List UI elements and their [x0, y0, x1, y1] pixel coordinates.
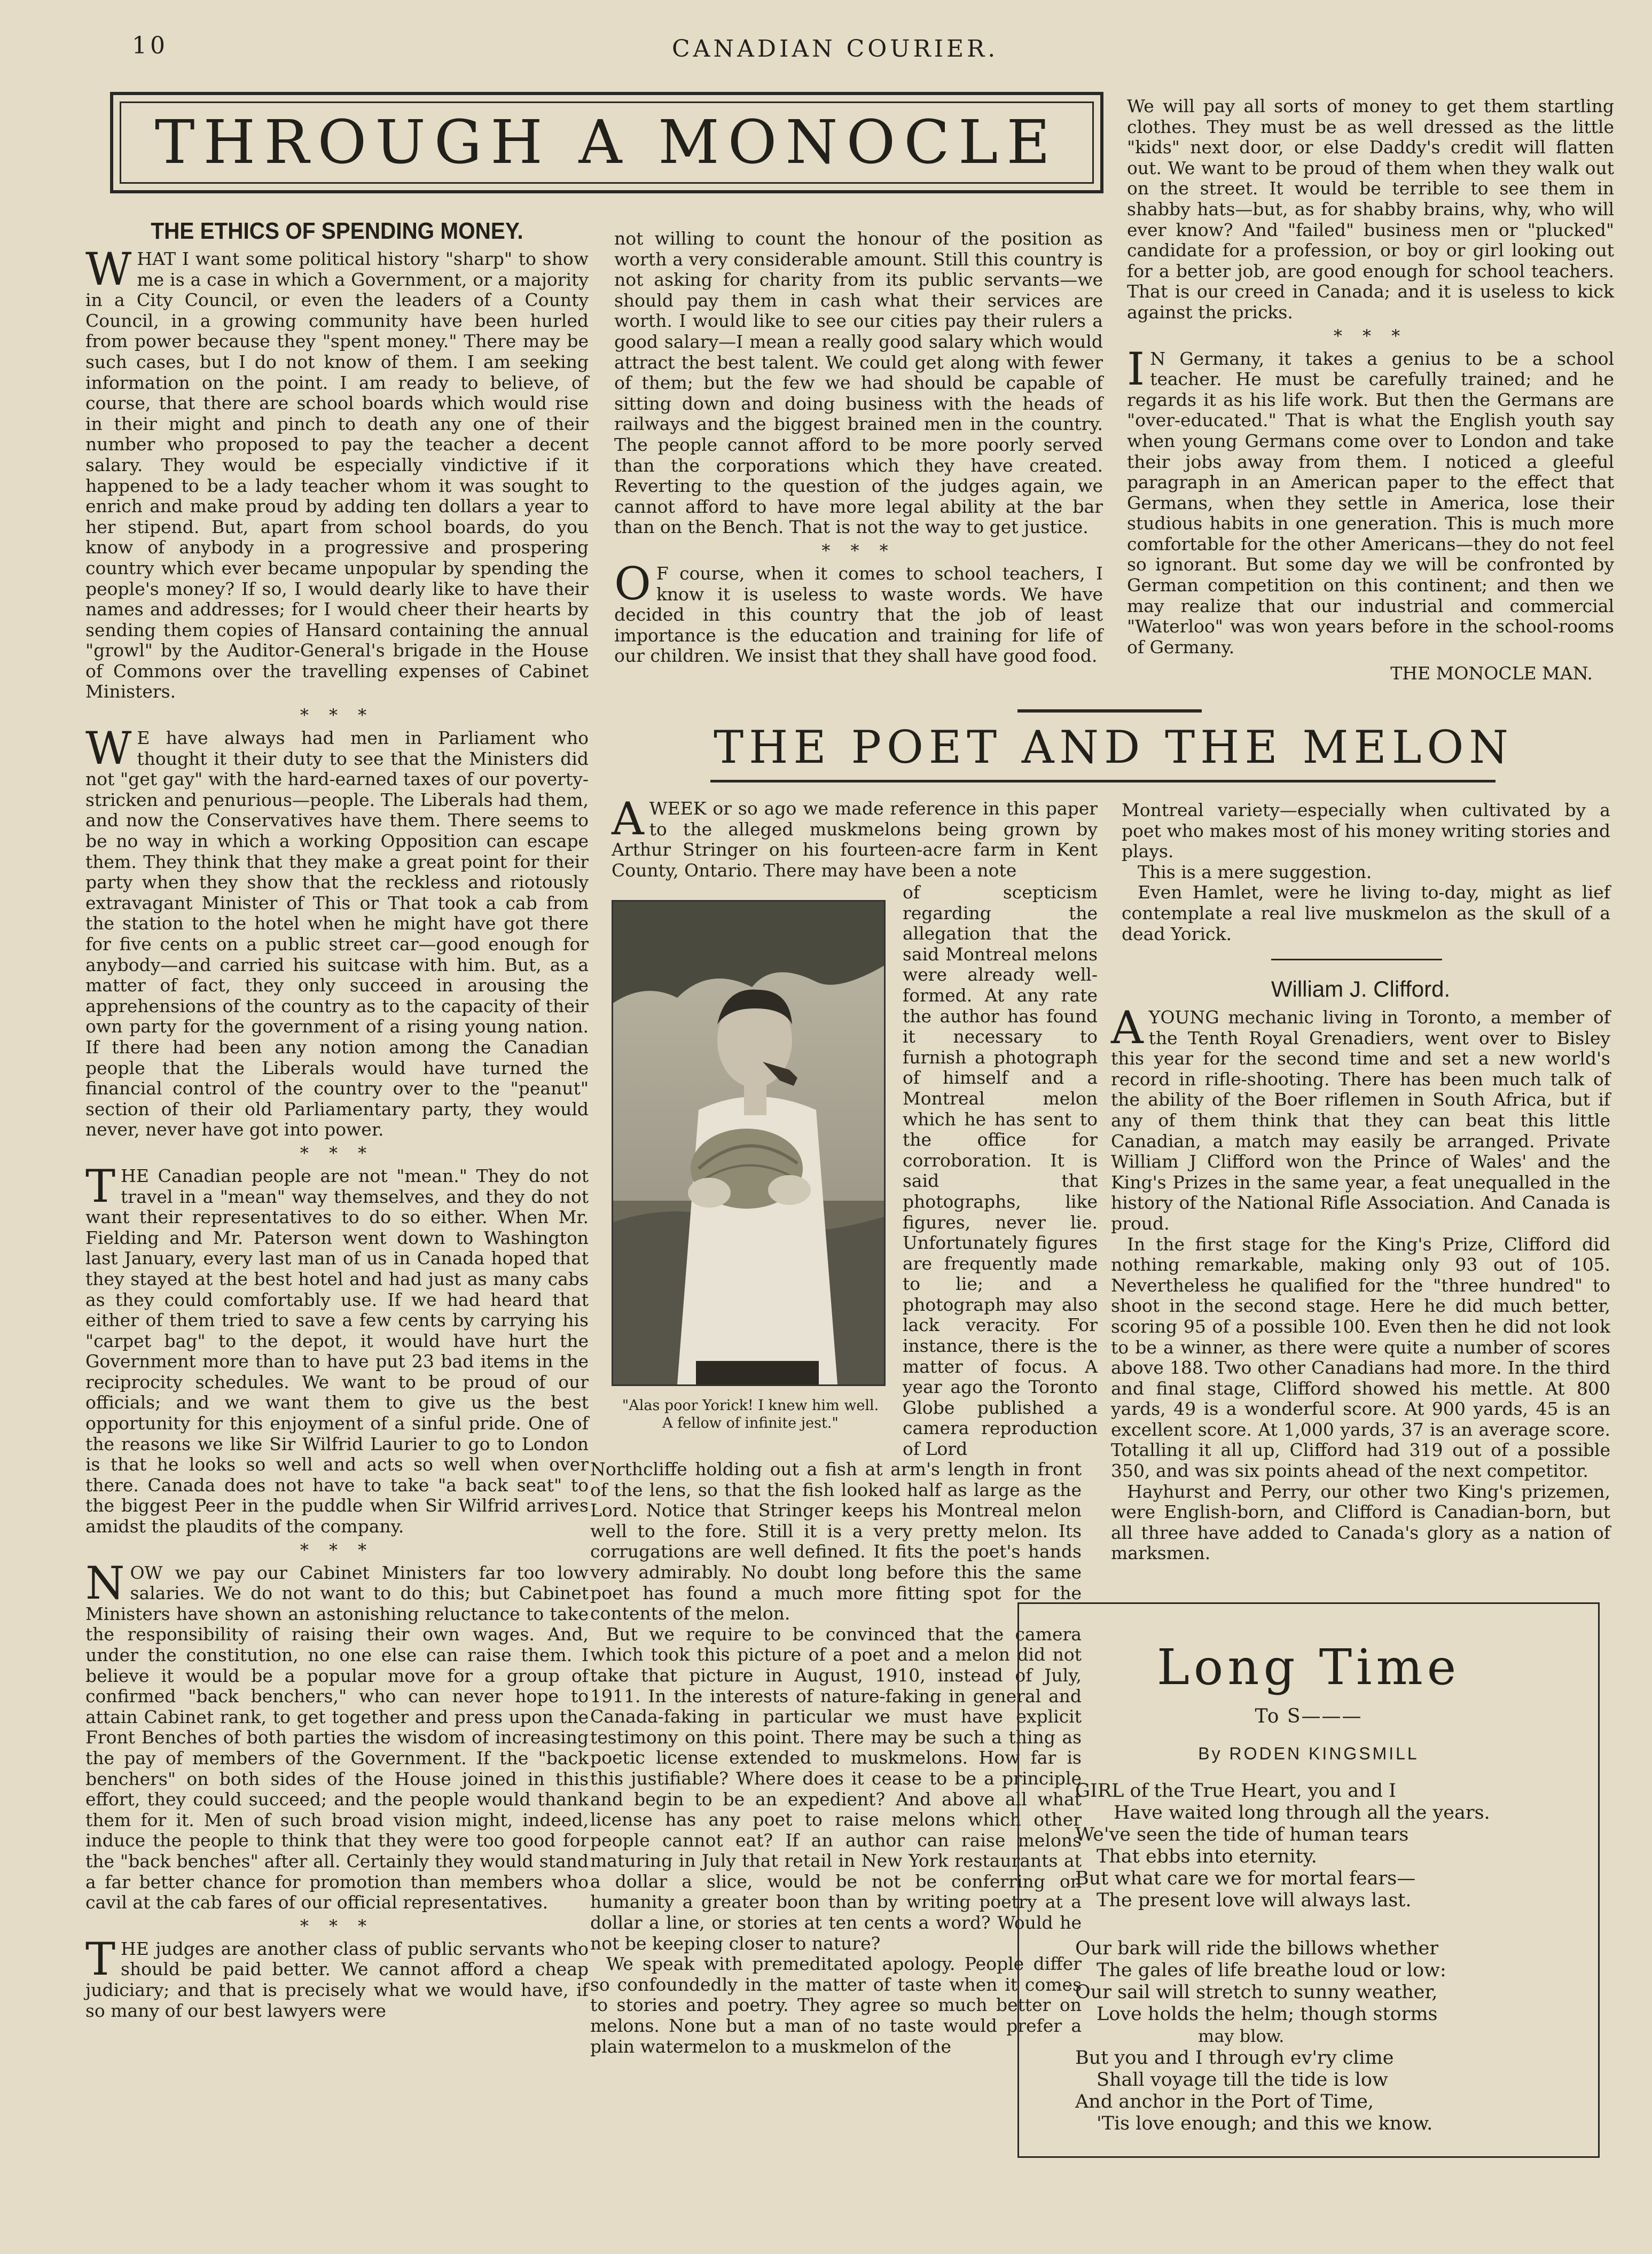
poem-stanza-2: [1075, 1938, 1577, 2135]
paragraph: THE judges are another class of public servants who should be paid better. We cannot afford a cheap judiciary; and that is precisely what we would have, if so many of our best lawyers were: [85, 1932, 589, 2021]
section-divider: * * *: [300, 1915, 374, 1936]
monocle-column-1: [85, 218, 589, 2021]
poem-line: GIRL of the True Heart, you and I: [1075, 1780, 1396, 1802]
section-heading: THE ETHICS OF SPENDING MONEY.: [151, 218, 523, 244]
photo-caption: "Alas poor Yorick! I knew him well. A fellow of infinite jest.": [622, 1397, 879, 1431]
poem-line: may blow.: [1198, 2026, 1285, 2046]
page-number: 10: [132, 32, 168, 59]
poet-column-3: [1122, 800, 1610, 944]
paragraph: We will pay all sorts of money to get them startling clothes. They must be as well dressed as the little "kids" next door, or else Daddy's credit will flatten out. We want to be proud of them when they walk out on the street. It would be terrible to see them in shabby hats—but, as for shabby brains, why, who will ever know? And "failed" business men or "plucked" candidate for a profession, or boy or girl looking out for a better job, are good enough for school teachers. That is our creed in Canada; and it is useless to kick against the pricks.: [1127, 96, 1614, 323]
poem-stanza-1: [1075, 1780, 1577, 1912]
paragraph: This is a mere suggestion.: [1138, 861, 1372, 882]
separator-rule: [1271, 959, 1442, 960]
poem-line: Have waited long through all the years.: [1114, 1802, 1490, 1823]
poem-line: The present love will always last.: [1097, 1890, 1412, 1911]
paragraph: We speak with premeditated apology. People differ so confoundedly in the matter of taste when it comes to stories and poetry. They agree so much better on melons. None but a man of no taste would prefer a plain watermelon to a muskmelon of the: [590, 1953, 1082, 2057]
section-divider: * * *: [300, 1142, 374, 1163]
paragraph: WHAT I want some political history "sharp" to show me is a case in which a Government, or a majority in a City Council, or even the leaders of a County Council, in a growing community have been hurled from power because they "spent money." There may be such cases, but I do not know of them. I am seeking information on the point. I am ready to believe, of course, that there are school boards which would rise in their might and pinch to death any one of their number who proposed to pay the teacher a decent salary. They would be especially vindictive if it happened to be a lady teacher whom it was sought to enrich and make proud by adding ten dollars a year to her stipend. But, apart from school boards, do you know of anybody in a progressive and prospering country which ever became unpopular by spending the people's money? If so, I would dearly like to have their names and addresses; for I would cheer their hearts by sending them copies of Hansard containing the annual "growl" by the Auditor-General's brigade in the House of Commons over the travelling expenses of Cabinet Ministers.: [85, 243, 589, 702]
paragraph: AWEEK or so ago we made reference in this paper to the alleged muskmelons being grown by Arthur Stringer on his fourteen-acre farm in Kent County, Ontario. There may have been a note: [612, 793, 1098, 881]
poem-line: Love holds the helm; though storms: [1097, 2003, 1438, 2025]
poem-line: That ebbs into eternity.: [1097, 1846, 1317, 1867]
section-divider: * * *: [1333, 325, 1408, 346]
poem-line: But what care we for mortal fears—: [1075, 1868, 1416, 1889]
poet-side-text: [903, 882, 1098, 1460]
title-underline: [710, 780, 1496, 782]
poem-line: We've seen the tide of human tears: [1075, 1824, 1409, 1845]
poem-line: And anchor in the Port of Time,: [1075, 2091, 1374, 2112]
poem-line: Shall voyage till the tide is low: [1097, 2069, 1388, 2091]
poet-body: [590, 1459, 1082, 2057]
paragraph: Even Hamlet, were he living to-day, might as lief contemplate a real live muskmelon as the skull of a dead Yorick.: [1122, 882, 1610, 944]
clifford-heading: William J. Clifford.: [1271, 976, 1451, 1001]
paragraph: of scepticism regarding the allegation that the said Montreal melons were already well-formed. At any rate the author has found it necessary to furnish a photograph of himself and a Montreal melon which he has sent to the office for corroboration. It is said that photographs, like figures, never lie. Unfortunately figures are frequently made to lie; and a photograph may also lack veracity. For instance, there is the matter of focus. A year ago the Toronto Globe published a camera reproduction of Lord: [903, 882, 1098, 1460]
monocle-column-3: [1127, 96, 1614, 685]
poem-line: Our bark will ride the billows whether: [1075, 1938, 1439, 1959]
poem-line: Our sail will stretch to sunny weather,: [1075, 1982, 1438, 2003]
monocle-column-2: [614, 229, 1103, 667]
poet-title: THE POET AND THE MELON: [714, 721, 1514, 773]
section-divider: * * *: [821, 540, 896, 561]
signature: THE MONOCLE MAN.: [1390, 663, 1593, 684]
poem-dedication: To S———: [1255, 1705, 1363, 1727]
running-head: CANADIAN COURIER.: [672, 35, 999, 62]
paragraph: not willing to count the honour of the position as worth a very considerable amount. Still this country is not asking for charity from its public servants—we should pay them in cash what their services are worth. I would like to see our cities pay their rulers a good salary—I mean a really good salary which would attract the best talent. We could get along with fewer of them; but the few we had should be capable of sitting down and doing business with the heads of railways and the biggest brained men in the country. The people cannot afford to be more poorly served than the corporations which they have created. Reverting to the question of the judges again, we cannot afford to have more legal ability at the bar than on the Bench. That is not the way to get justice.: [614, 228, 1103, 538]
separator-rule: [1017, 709, 1202, 713]
poem-byline: By RODEN KINGSMILL: [1198, 1744, 1419, 1763]
poem-line: But you and I through ev'ry clime: [1075, 2047, 1394, 2069]
monocle-title-box: [110, 92, 1103, 193]
poet-with-melon-image: [613, 902, 884, 1384]
poem-title: Long Time: [1156, 1639, 1461, 1696]
poem-box: [1017, 1602, 1600, 2158]
poem-line: The gales of life breathe loud or low:: [1097, 1960, 1446, 1981]
monocle-title: THROUGH A MONOCLE: [120, 101, 1094, 184]
paragraph: THE Canadian people are not "mean." They do not travel in a "mean" way themselves, and they do not want their representatives to do so either. When Mr. Fielding and Mr. Paterson went down to Washington last January, every last man of us in Canada hoped that they stayed at the best hotel and had just as many cabs as they could comfortably use. If we had heard that either of them tried to save a few cents by carrying his "carpet bag" to the depot, it would have hurt the Government more than to have put 23 bad items in the reciprocity schedules. We want to be proud of our officials; and we want them to give us the best opportunity for this enjoyment of a sinful pride. One of the reasons we like Sir Wilfrid Laurier to go to London is that he looks so well and acts so well when over there. Canada does not have to take "a back seat" to the biggest Peer in the puddle when Sir Wilfrid arrives amidst the plaudits of the company.: [85, 1160, 589, 1537]
paragraph: OF course, when it comes to school teachers, I know it is useless to waste words. We have decided in this country that the job of least importance is the education and training for life of our children. We insist that they shall have good food.: [614, 557, 1103, 667]
paragraph: Hayhurst and Perry, our other two King's prizemen, were English-born, and Clifford is Canadian-born, but all three have added to Canada's glory as a nation of marksmen.: [1111, 1481, 1610, 1564]
section-divider: * * *: [300, 1539, 374, 1560]
paragraph: IN Germany, it takes a genius to be a school teacher. He must be carefully trained; and he regards it as his life work. But then the Germans are "over-educated." That is what the English youth say when young Germans come over to London and take their jobs away from them. I noticed a gleeful paragraph in an American paper to the effect that Germans, when they settle in America, lose their studious habits in one generation. This is much more comfortable for the other Americans—they do not feel so ignorant. But some day we will be confronted by German competition on this continent; and then we may realize that our industrial and commercial "Waterloo" was won years before in the school-rooms of Germany.: [1127, 342, 1614, 658]
paragraph: AYOUNG mechanic living in Toronto, a member of the Tenth Royal Grenadiers, went over to Bisley this year for the second time and set a new world's record in rifle-shooting. There has been much talk of the ability of the Boer riflemen in South Africa, but if any of them think that they can beat this little Canadian, a match may easily be arranged. Private William J Clifford won the Prince of Wales' and the King's Prizes in the same year, a feat unequalled in the history of the National Rifle Association. And Canada is proud.: [1111, 1001, 1610, 1234]
clifford-article: [1111, 976, 1610, 1564]
paragraph: WE have always had men in Parliament who thought it their duty to see that the Ministers did not "get gay" with the hard-earned taxes of our poverty-stricken and penurious—people. The Liberals had them, and now the Conservatives have them. There seems to be no way in which a working Opposition can escape them. They think that they make a great point for their party when they show that the reckless and riotously extravagant Minister of This or That took a cab from the station to the hotel when he might have got there for five cents on a public street car—good enough for anybody—and carried his suitcase with him. But, as a matter of fact, they only succeed in arousing the apprehensions of the country as to the capacity of their own party for the government of a rising young nation. If there had been any notion among the Canadian people that the Liberals would have turned the financial control of the country over to the "peanut" section of their old Parliamentary party, they would never, never have got into power.: [85, 722, 589, 1140]
paragraph: But we require to be convinced that the camera which took this picture of a poet and a melon did not take that picture in August, 1910, instead of July, 1911. In the interests of nature-faking in general and Canada-faking in particular we must have explicit testimony on this point. There may be such a thing as poetic license extended to muskmelons. How far is this justifiable? Where does it cease to be a principle and begin to be an expedient? And above all what license has any poet to raise melons which other people cannot eat? If an author can raise melons maturing in July that retail in New York restaurants at a dollar a slice, would be not be conferring on humanity a greater boon than by writing poetry at a dollar a line, or stories at ten cents a word? Would he not be keeping closer to nature?: [590, 1623, 1082, 1954]
section-divider: * * *: [300, 705, 374, 726]
poet-intro: [612, 793, 1098, 881]
poem-line: 'Tis love enough; and this we know.: [1097, 2113, 1433, 2134]
paragraph: Northcliffe holding out a fish at arm's length in front of the lens, so that the fish looked half as large as the Lord. Notice that Stringer keeps his Montreal melon well to the fore. Still it is a very pretty melon. Its corrugations are well defined. It fits the poet's hands very admirably. No doubt long before this the same poet has found a much more fitting spot for the contents of the melon.: [590, 1459, 1082, 1624]
paragraph: NOW we pay our Cabinet Ministers far too low salaries. We do not want to do this; but Cabinet Ministers have shown an astonishing reluctance to take the responsibility of raising their own wages. And, under the constitution, no one else can raise them. I believe it would be a popular move for a group of confirmed "back benchers," who can never hope to attain Cabinet rank, to get together and press upon the Front Benches of both parties the wisdom of increasing the pay of members of the Government. If the "back benchers" on both sides of the House joined in this effort, they could succeed; and the people would thank them for it. Men of such broad vision might, indeed, induce the people to think that they were too good for the "back benches" after all. Certainly they would stand a far better chance for promotion than members who cavil at the cab fares of our official representatives.: [85, 1556, 589, 1913]
paragraph: In the first stage for the King's Prize, Clifford did nothing remarkable, making only 93 out of 105. Nevertheless he qualified for the "three hundred" to shoot in the second stage. Here he did much better, scoring 95 of a possible 100. Even then he did not look to be a winner, as there were quite a number of scores above 188. Two other Canadians had more. In the third and final stage, Clifford showed his mettle. At 800 yards, 49 is a wonderful score. At 900 yards, 45 is an excellent score. At 1,000 yards, 37 is an average score. Totalling it all up, Clifford had 319 out of a possible 350, and was six points ahead of the next competitor.: [1111, 1233, 1610, 1482]
paragraph: Montreal variety—especially when cultivated by a poet who makes most of his money writing stories and plays.: [1122, 800, 1610, 862]
poet-photo: [612, 900, 886, 1386]
